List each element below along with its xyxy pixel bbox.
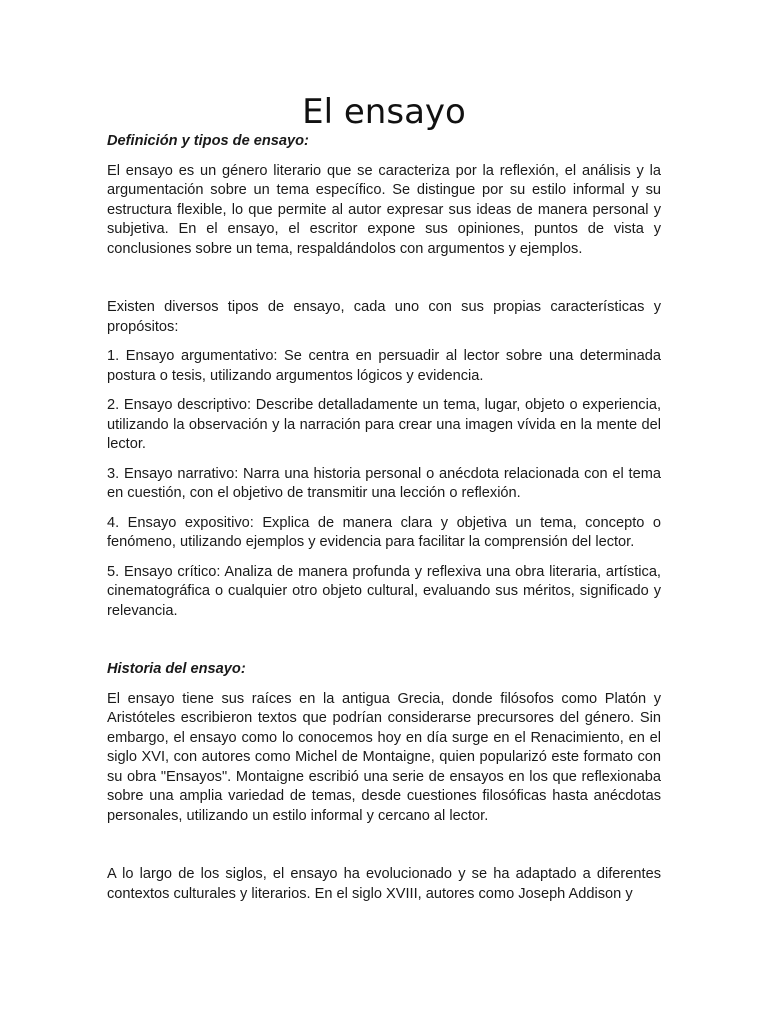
type-item-argumentative: 1. Ensayo argumentativo: Se centra en persuadir al lector sobre una determinada postura o tesis, utilizando argumentos lógicos y evidencia. <box>107 348 661 384</box>
section-heading-history: Historia del ensayo: <box>107 661 246 677</box>
document-title: El ensayo <box>302 92 466 132</box>
section-heading-definition: Definición y tipos de ensayo: <box>107 133 309 149</box>
history-paragraph-1: El ensayo tiene sus raíces en la antigua Grecia, donde filósofos como Platón y Aristóteles escribieron textos que podrían considerarse precursores del género. Sin embargo, el ensayo como lo conocemos hoy en día surge en el Renacimiento, en el siglo XVI, con autores como Michel de Montaigne, quien popularizó este formato con su obra "Ensayos". Montaigne escribió una serie de ensayos en los que reflexionaba sobre una amplia variedad de temas, desde cuestiones filosóficas hasta anécdotas personales, utilizando un estilo informal y cercano al lector. <box>107 690 661 824</box>
document-body <box>107 132 661 904</box>
type-item-descriptive: 2. Ensayo descriptivo: Describe detalladamente un tema, lugar, objeto o experiencia, utilizando la observación y la narración para crear una imagen vívida en la mente del lector. <box>107 397 661 452</box>
types-intro-paragraph: Existen diversos tipos de ensayo, cada uno con sus propias características y propósitos: <box>107 299 661 335</box>
type-item-critical: 5. Ensayo crítico: Analiza de manera profunda y reflexiva una obra literaria, artística, cinematográfica o cualquier otro objeto cultural, evaluando sus méritos, significado y relevancia. <box>107 563 661 619</box>
history-paragraph-2: A lo largo de los siglos, el ensayo ha evolucionado y se ha adaptado a diferentes contextos culturales y literarios. En el siglo XVIII, autores como Joseph Addison y <box>107 866 661 902</box>
type-item-narrative: 3. Ensayo narrativo: Narra una historia personal o anécdota relacionada con el tema en cuestión, con el objetivo de transmitir una lección o reflexión. <box>107 465 661 501</box>
definition-paragraph: El ensayo es un género literario que se caracteriza por la reflexión, el análisis y la argumentación sobre un tema específico. Se distingue por su estilo informal y su estructura flexible, lo que permite al autor expresar sus ideas de manera personal y subjetiva. En el ensayo, el escritor expone sus opiniones, puntos de vista y conclusiones sobre un tema, respaldándolos con argumentos y ejemplos. <box>107 162 661 257</box>
type-item-expository: 4. Ensayo expositivo: Explica de manera clara y objetiva un tema, concepto o fenómeno, utilizando ejemplos y evidencia para facilitar la comprensión del lector. <box>107 514 661 550</box>
